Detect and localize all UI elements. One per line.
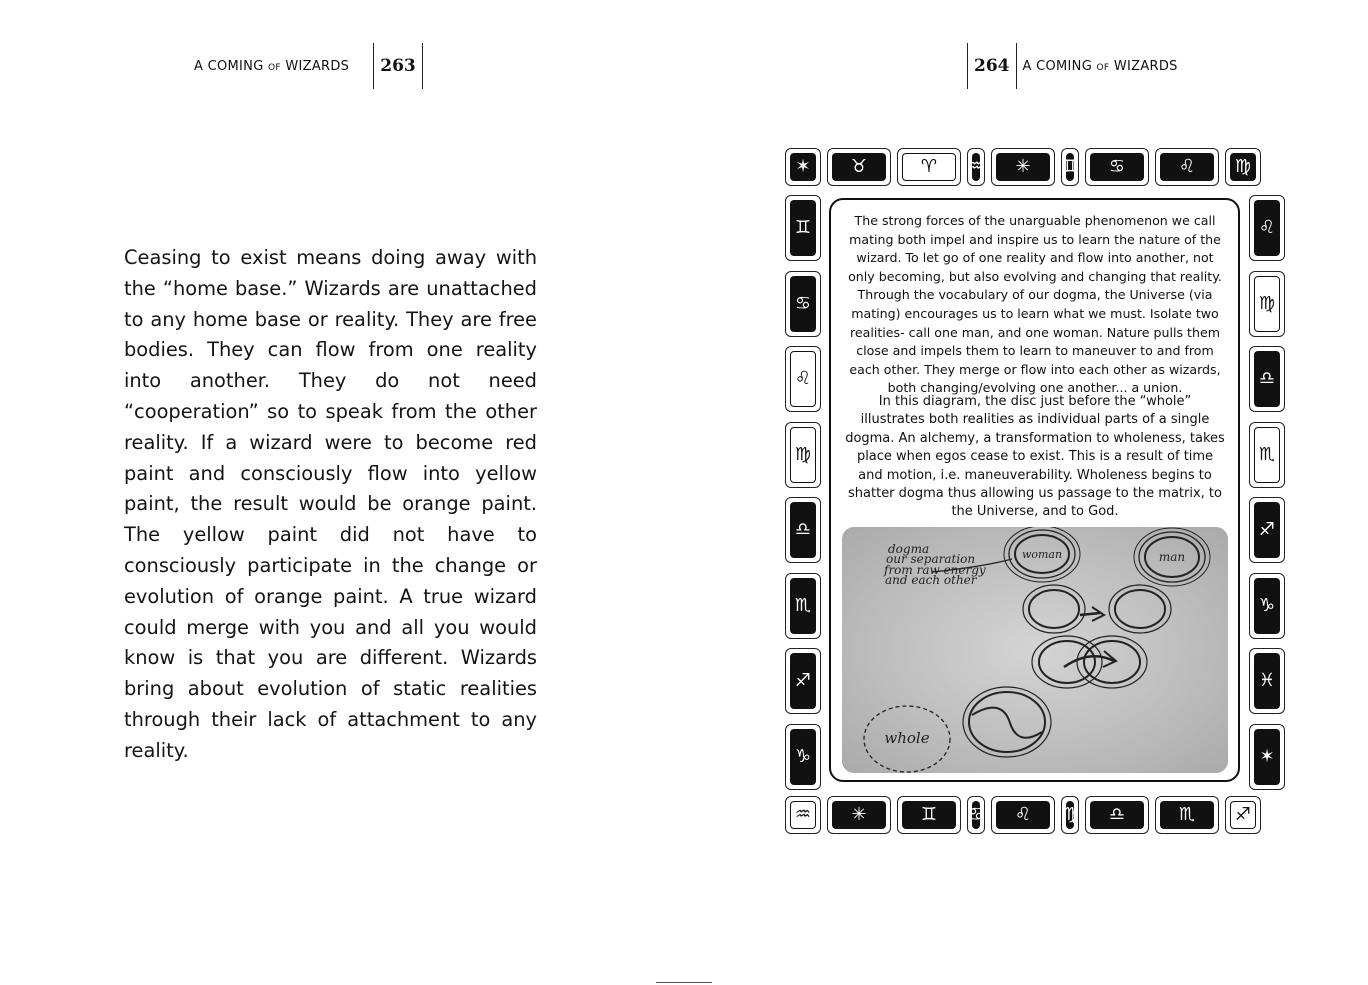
border-symbol-icon: ♑: [785, 724, 821, 790]
figure-paragraph-1: The strong forces of the unarguable phenomenon we call mating both impel and inspire us to learn the nature of the wizard. To let go of one reality and flow into another, not only becoming, but also evolving and changing that reality. Through the vocabulary of our dogma, the Universe (via mating) encourages us to learn what we must. Isolate two realities- call one man, and one woman. Nature pulls them close and impels them to learn to maneuver to and from each other. They merge or flow into each other as wizards, both changing/evolving one another... a union.: [848, 213, 1222, 396]
left-page-number: 263: [380, 56, 416, 76]
border-symbol-icon: ♍: [1249, 271, 1285, 337]
border-symbol-icon: ♍: [785, 422, 821, 488]
man-label: man: [1158, 550, 1186, 564]
left-header-title-of: OF: [268, 62, 281, 73]
dogma-diagram-drawing: [842, 527, 1228, 773]
border-symbol-icon: ✶: [785, 148, 821, 186]
border-symbol-icon: ♌: [1155, 148, 1219, 186]
border-symbol-icon: ♏: [1155, 796, 1219, 834]
right-header-title-of: OF: [1096, 62, 1110, 73]
woman-label: woman: [1021, 548, 1063, 561]
border-symbol-icon: ♍: [1225, 148, 1261, 186]
border-symbol-icon: ♒: [785, 796, 821, 834]
dogma-diagram: [842, 527, 1228, 773]
left-header-divider-right: [422, 43, 423, 89]
border-symbol-icon: ♊: [1061, 148, 1079, 186]
union-disc: [963, 687, 1051, 757]
approaching-rings: [1023, 585, 1171, 633]
border-symbol-icon: ♊: [785, 195, 821, 261]
border-symbol-icon: ♏: [1249, 422, 1285, 488]
border-symbol-icon: ♐: [1249, 497, 1285, 563]
right-header-title-part3: WIZARDS: [1109, 58, 1178, 74]
merging-rings: [1032, 636, 1147, 688]
border-symbol-icon: ♓: [1249, 648, 1285, 714]
border-symbol-icon: ✳: [827, 796, 891, 834]
right-header-title: [1023, 59, 1178, 74]
left-page-header: [194, 44, 423, 88]
border-symbol-icon: ♎: [785, 497, 821, 563]
border-symbol-icon: ♐: [785, 648, 821, 714]
border-symbol-icon: ♍: [1061, 796, 1079, 834]
border-symbol-icon: ♈: [897, 148, 961, 186]
left-page-body-text: Ceasing to exist means doing away with the “home base.” Wizards are unattached to any home base or reality. They are free bodies. They can flow from one reality into another. They do not need “cooperation” so to speak from the other reality. If a wizard were to become red paint and consciously flow into yellow paint, the result would be orange paint. The yellow paint did not have to consciously participate in the change or evolution of orange paint. A true wizard could merge with you and all you would know is that you are different. Wizards bring about evolution of static realities through their lack of attachment to any reality.: [124, 246, 537, 762]
right-page-number: 264: [974, 56, 1010, 76]
border-symbol-icon: ♎: [1249, 346, 1285, 412]
right-header-divider-right: [1016, 43, 1017, 89]
dogma-label-line-2: our separation: [886, 552, 976, 566]
left-header-title-part1: A COMING: [194, 58, 269, 74]
border-symbol-icon: ♑: [1249, 573, 1285, 639]
border-symbol-icon: ♎: [1085, 796, 1149, 834]
border-symbol-icon: ♋: [1085, 148, 1149, 186]
border-symbol-icon: ♌: [785, 346, 821, 412]
border-symbol-icon: ♒: [967, 148, 985, 186]
border-symbol-icon: ♊: [897, 796, 961, 834]
dogma-label-line-1: dogma: [888, 542, 930, 556]
right-header-title-part1: A COMING: [1022, 58, 1097, 74]
border-symbol-icon: ♋: [785, 271, 821, 337]
right-page-header: [967, 44, 1178, 88]
border-symbol-icon: ✳: [991, 148, 1055, 186]
footer-rule: [656, 982, 712, 983]
figure-paragraph-2: In this diagram, the disc just before the “whole” illustrates both realities as individual parts of a single dogma. An alchemy, a transformation to wholeness, takes place when egos cease to exist. This is a result of time and motion, i.e. maneuverability. Wholeness begins to shatter dogma thus allowing us passage to the matrix, to the Universe, and to God.: [845, 394, 1225, 520]
border-symbol-icon: ♋: [967, 796, 985, 834]
dogma-label-line-3: from raw energy: [884, 563, 986, 577]
border-symbol-icon: ♉: [827, 148, 891, 186]
border-symbol-icon: ✶: [1249, 724, 1285, 790]
border-symbol-icon: ♐: [1225, 796, 1261, 834]
border-symbol-icon: ♌: [1249, 195, 1285, 261]
left-header-title: [194, 59, 349, 74]
left-header-title-part3: WIZARDS: [280, 58, 350, 74]
border-symbol-icon: ♏: [785, 573, 821, 639]
whole-label: whole: [884, 729, 930, 747]
dogma-label-line-4: and each other: [885, 573, 977, 587]
border-symbol-icon: ♌: [991, 796, 1055, 834]
